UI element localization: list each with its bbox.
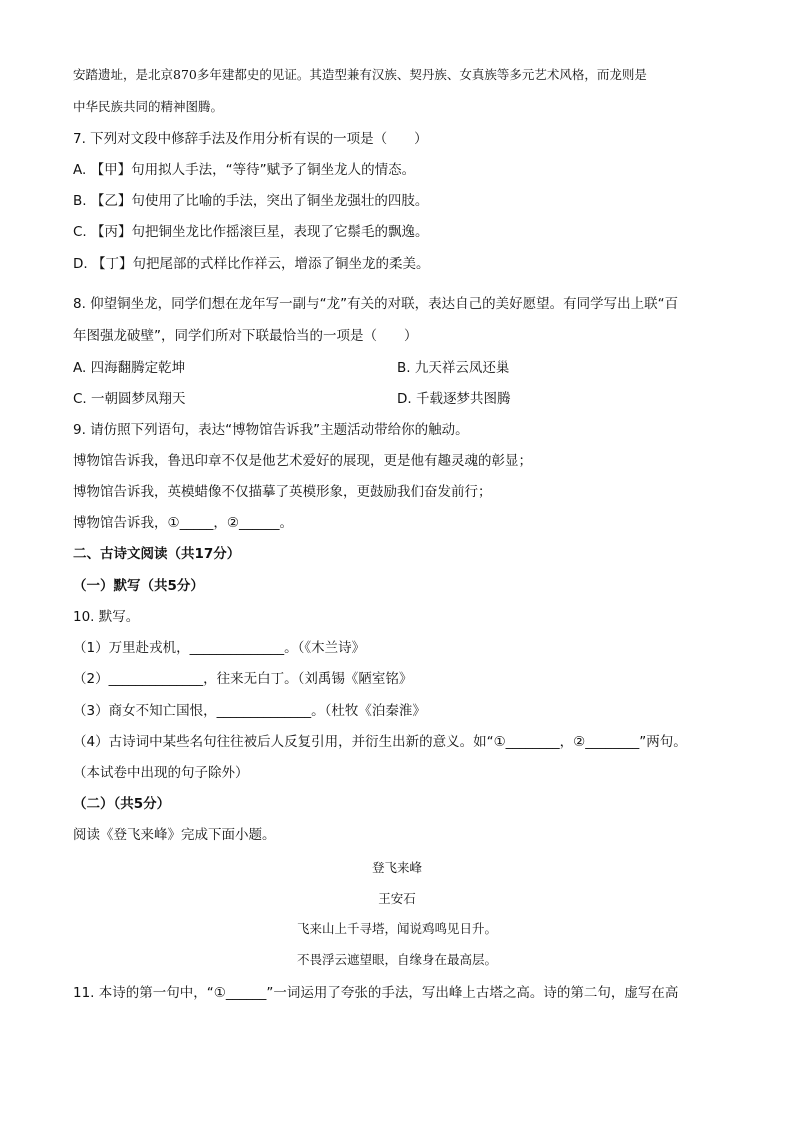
question-8-stem-2: 年图强龙破壁”，同学们所对下联最恰当的一项是（ ） [73,328,418,344]
question-10-item-3: （3）商女不知亡国恨，______________。（杜牧《泊秦淮》 [73,703,426,719]
line-passage-2: 中华民族共同的精神图腾。 [73,99,224,114]
line-passage-1: 安踏遗址，是北京870多年建都史的见证。其造型兼有汉族、契丹族、女真族等多元艺术风格，而龙则是 [73,67,647,82]
poem-author: 王安石 [378,891,416,906]
question-9-example-1: 博物馆告诉我，鲁迅印章不仅是他艺术爱好的展现，更是他有趣灵魂的彰显； [73,453,532,469]
question-7-option-d: D. 【丁】句把尾部的式样比作祥云，增添了铜坐龙的柔美。 [73,256,430,272]
poem-line-2: 不畏浮云遮望眼，自缘身在最高层。 [296,952,497,967]
poem-line-1: 飞来山上千寻塔，闻说鸡鸣见日升。 [296,921,497,936]
question-8-option-a: A. 四海翻腾定乾坤 [73,360,186,376]
question-7-stem: 7. 下列对文段中修辞手法及作用分析有误的一项是（ ） [73,131,428,147]
reading-instruction: 阅读《登飞来峰》完成下面小题。 [73,827,276,843]
question-9-stem: 9. 请仿照下列语句，表达“博物馆告诉我”主题活动带给你的触动。 [73,422,469,438]
question-10-item-2: （2）______________，往来无白丁。（刘禹锡《陋室铭》 [73,671,413,687]
question-8-option-d: D. 千载逐梦共图腾 [397,391,511,407]
subsection-2-heading: （二）（共5分） [73,796,171,812]
question-7-option-a: A. 【甲】句用拟人手法，“等待”赋予了铜坐龙人的情态。 [73,162,416,178]
question-7-option-c: C. 【丙】句把铜坐龙比作摇滚巨星，表现了它鬃毛的飘逸。 [73,224,429,240]
question-10-stem: 10. 默写。 [73,609,140,625]
section-2-heading: 二、古诗文阅读（共17分） [73,546,241,562]
question-9-example-2: 博物馆告诉我，英模蜡像不仅描摹了英模形象，更鼓励我们奋发前行； [73,484,492,500]
subsection-1-heading: （一）默写（共5分） [73,578,204,594]
question-9-blank: 博物馆告诉我，①_____，②______。 [73,515,293,531]
poem-title: 登飞来峰 [371,860,422,875]
question-11-stem: 11. 本诗的第一句中，“①______”一词运用了夸张的手法，写出峰上古塔之高。诗的第二句，虚写在高 [73,985,679,1001]
question-8-option-c: C. 一朝圆梦凤翔天 [73,391,186,407]
question-10-note: （本试卷中出现的句子除外） [73,765,249,781]
question-8-stem-1: 8. 仰望铜坐龙，同学们想在龙年写一副与“龙”有关的对联，表达自己的美好愿望。有同学写出上联“百 [73,296,679,312]
question-10-item-1: （1）万里赴戎机，______________。（《木兰诗》 [73,640,366,656]
question-7-option-b: B. 【乙】句使用了比喻的手法，突出了铜坐龙强壮的四肢。 [73,193,429,209]
question-10-item-4: （4）古诗词中某些名句往往被后人反复引用，并衍生出新的意义。如“①________，②________”两句。 [73,734,687,750]
question-8-option-b: B. 九天祥云凤还巢 [397,360,510,376]
